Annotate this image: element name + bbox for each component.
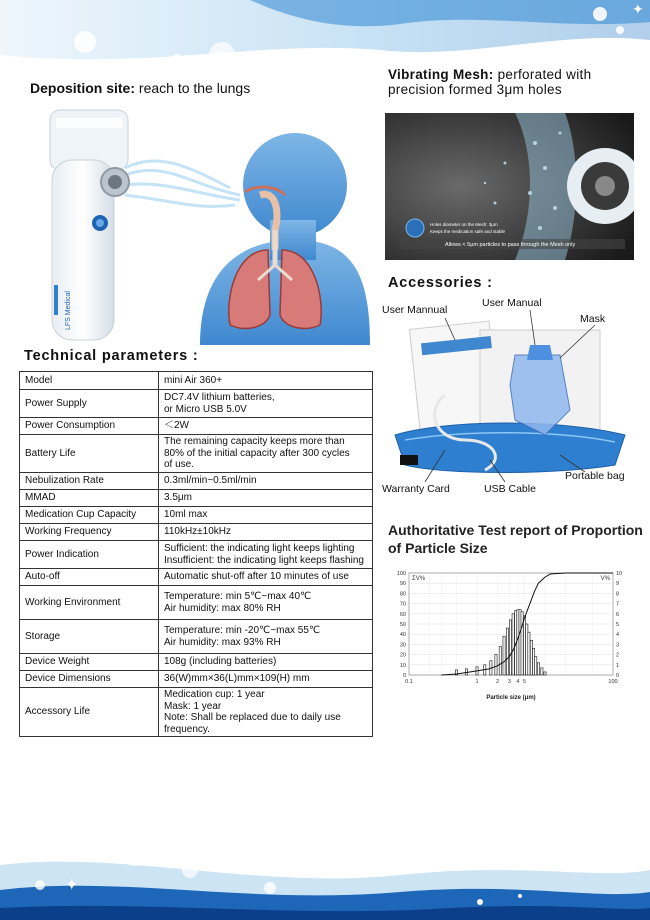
spec-row xyxy=(20,671,373,688)
spec-name: Battery Life xyxy=(20,435,159,473)
report-line2: of Particle Size xyxy=(388,540,488,556)
x-tick-label: 5 xyxy=(522,679,527,685)
x-tick-label: 3 xyxy=(507,679,511,685)
device-and-lungs-illustration xyxy=(30,100,370,345)
spec-value-line: Air humidity: max 93% RH xyxy=(164,636,281,648)
spec-name: Medication Cup Capacity xyxy=(20,507,159,524)
spec-value-line: 0.3ml/min~0.5ml/min xyxy=(164,475,257,487)
spec-value xyxy=(159,654,373,671)
spec-row xyxy=(20,490,373,507)
spec-row xyxy=(20,654,373,671)
spec-value xyxy=(159,435,373,473)
spec-row xyxy=(20,688,373,737)
spec-name: Power Consumption xyxy=(20,418,159,435)
svg-text:✦: ✦ xyxy=(632,1,644,17)
histogram-bar xyxy=(528,632,530,675)
spec-row xyxy=(20,372,373,390)
spec-name: Model xyxy=(20,372,159,390)
right-tick-label: 8 xyxy=(616,591,620,598)
spec-value-line: Automatic shut-off after 10 minutes of use xyxy=(164,571,349,583)
particle-size-chart xyxy=(385,563,635,708)
spec-value-line: 10ml max xyxy=(164,509,208,521)
right-tick-label: 0 xyxy=(616,673,620,679)
spec-value-line: Insufficient: the indicating light keeps flashing xyxy=(164,554,364,566)
histogram-bar xyxy=(503,636,505,675)
spec-name: Power Indication xyxy=(20,541,159,569)
left-tick-label: 0 xyxy=(402,673,406,679)
x-tick-label: 100 xyxy=(608,679,618,685)
spec-value xyxy=(159,473,373,490)
label-user-manual-1: User Mannual xyxy=(382,304,448,316)
histogram-bar xyxy=(530,640,532,675)
spec-row xyxy=(20,586,373,620)
spec-value-line: mini Air 360+ xyxy=(164,374,223,386)
svg-text:✦: ✦ xyxy=(65,877,79,894)
label-portable-bag: Portable bag xyxy=(565,470,625,482)
right-tick-label: 4 xyxy=(616,632,620,639)
left-tick-label: 30 xyxy=(399,642,406,649)
left-tick-label: 80 xyxy=(399,591,406,598)
spec-value-line: Mask: 1 year xyxy=(164,700,222,712)
spec-value xyxy=(159,507,373,524)
spec-name: Device Weight xyxy=(20,654,159,671)
spec-row xyxy=(20,507,373,524)
deposition-heading xyxy=(30,80,250,96)
spec-value xyxy=(159,688,373,737)
spec-name: Auto-off xyxy=(20,569,159,586)
left-axis-label: ΣV% xyxy=(412,576,426,582)
right-tick-label: 6 xyxy=(616,611,620,618)
spec-value-line: or Micro USB 5.0V xyxy=(164,403,247,415)
mesh-caption-2: Keeps the medication safe and stable xyxy=(430,229,506,234)
spec-name: Power Supply xyxy=(20,390,159,418)
right-tick-label: 9 xyxy=(616,581,620,588)
spec-name: Device Dimensions xyxy=(20,671,159,688)
spec-value-line: of use. xyxy=(164,459,195,471)
spec-value-line: Note: Shall be replaced due to daily use frequency. xyxy=(164,712,341,735)
mesh-label: Vibrating Mesh: xyxy=(388,67,494,82)
left-tick-label: 100 xyxy=(396,571,406,577)
spec-value-line: Sufficient: the indicating light keeps lighting xyxy=(164,543,355,554)
right-tick-label: 2 xyxy=(616,652,620,659)
spec-value xyxy=(159,620,373,654)
mesh-line2: precision formed 3μm holes xyxy=(388,82,562,97)
right-tick-label: 3 xyxy=(616,642,620,649)
spec-name: Nebulization Rate xyxy=(20,473,159,490)
spec-row xyxy=(20,418,373,435)
histogram-bar xyxy=(544,672,546,675)
accessories-heading: Accessories : xyxy=(388,275,493,291)
spec-name: Storage xyxy=(20,620,159,654)
spec-row xyxy=(20,620,373,654)
histogram-bar xyxy=(499,646,501,675)
spec-name: Working Environment xyxy=(20,586,159,620)
histogram-bar xyxy=(535,657,537,675)
histogram-bar xyxy=(506,628,508,675)
left-tick-label: 60 xyxy=(399,611,406,618)
spec-value xyxy=(159,390,373,418)
mesh-caption-1: Holes diameter on the Mesh: 3μm xyxy=(430,222,498,227)
spec-value xyxy=(159,418,373,435)
spec-value-line: 108g (including batteries) xyxy=(164,656,277,668)
histogram-bar xyxy=(537,663,539,675)
label-usb-cable: USB Cable xyxy=(484,483,536,495)
spec-value xyxy=(159,586,373,620)
mesh-line1: perforated with xyxy=(497,67,592,82)
spec-name: Accessory Life xyxy=(20,688,159,737)
right-tick-label: 7 xyxy=(616,601,620,608)
technical-heading: Technical parameters : xyxy=(24,348,199,364)
right-tick-label: 10 xyxy=(616,571,623,577)
deposition-label: Deposition site: xyxy=(30,80,136,96)
accessory-leader-lines xyxy=(385,300,635,495)
spec-row xyxy=(20,569,373,586)
histogram-bar xyxy=(541,668,543,675)
spec-row xyxy=(20,473,373,490)
mesh-heading xyxy=(388,67,591,97)
left-tick-label: 50 xyxy=(399,622,406,628)
spec-value-line: Medication cup: 1 year xyxy=(164,689,265,700)
x-tick-label: 1 xyxy=(475,679,479,685)
left-tick-label: 90 xyxy=(399,581,406,588)
spec-value xyxy=(159,541,373,569)
vibrating-mesh-image xyxy=(385,113,634,260)
histogram-bar xyxy=(521,612,523,675)
label-user-manual-2: User Manual xyxy=(482,297,542,309)
spec-value-line: ＜2W xyxy=(164,420,189,432)
device-brand: LFS Medical xyxy=(65,291,72,330)
spec-value-line: 3.5μm xyxy=(164,492,192,504)
spec-value-line: Air humidity: max 80% RH xyxy=(164,602,281,614)
left-tick-label: 70 xyxy=(399,601,406,608)
left-tick-label: 10 xyxy=(399,662,406,669)
bottom-wave-decoration xyxy=(0,830,650,920)
mesh-caption-3: Allows < 5μm particles to pass through the Mesh only xyxy=(445,242,576,248)
spec-value xyxy=(159,671,373,688)
report-heading xyxy=(388,521,643,557)
spec-value xyxy=(159,524,373,541)
x-axis-label: Particle size (μm) xyxy=(486,695,536,701)
histogram-bar xyxy=(523,616,525,675)
spec-value xyxy=(159,490,373,507)
spec-value-line: Temperature: min 5℃~max 40℃ xyxy=(164,591,312,602)
x-tick-label: 4 xyxy=(516,679,520,685)
mist-stream xyxy=(125,161,240,206)
spec-row xyxy=(20,390,373,418)
spec-value-line: 80% of the initial capacity after 300 cycles xyxy=(164,447,350,459)
histogram-bar xyxy=(509,620,511,675)
spec-name: MMAD xyxy=(20,490,159,507)
spec-row xyxy=(20,435,373,473)
left-tick-label: 40 xyxy=(399,632,406,639)
spec-name: Working Frequency xyxy=(20,524,159,541)
nebulizer-device xyxy=(50,110,129,340)
spec-value-line: 36(W)mm×36(L)mm×109(H) mm xyxy=(164,673,310,685)
report-line1: Authoritative Test report of Proportion xyxy=(388,522,643,538)
spec-value xyxy=(159,372,373,390)
spec-table xyxy=(19,371,373,737)
left-tick-label: 20 xyxy=(399,652,406,659)
x-tick-label: 0.1 xyxy=(405,679,413,685)
label-warranty-card: Warranty Card xyxy=(382,483,450,495)
spec-value-line: 110kHz±10kHz xyxy=(164,526,231,538)
spec-value xyxy=(159,569,373,586)
spec-row xyxy=(20,541,373,569)
spec-value-line: Temperature: min -20℃~max 55℃ xyxy=(164,625,321,636)
histogram-bar xyxy=(495,655,497,675)
spec-value-line: The remaining capacity keeps more than xyxy=(164,436,345,448)
deposition-value: reach to the lungs xyxy=(138,80,251,96)
x-tick-label: 2 xyxy=(495,679,500,685)
right-tick-label: 1 xyxy=(616,662,620,669)
histogram-bar xyxy=(512,614,514,675)
label-mask: Mask xyxy=(580,313,606,325)
spec-row xyxy=(20,524,373,541)
right-axis-label: V% xyxy=(600,576,610,582)
spec-value-line: DC7.4V lithium batteries, xyxy=(164,392,275,403)
right-tick-label: 5 xyxy=(616,622,620,628)
